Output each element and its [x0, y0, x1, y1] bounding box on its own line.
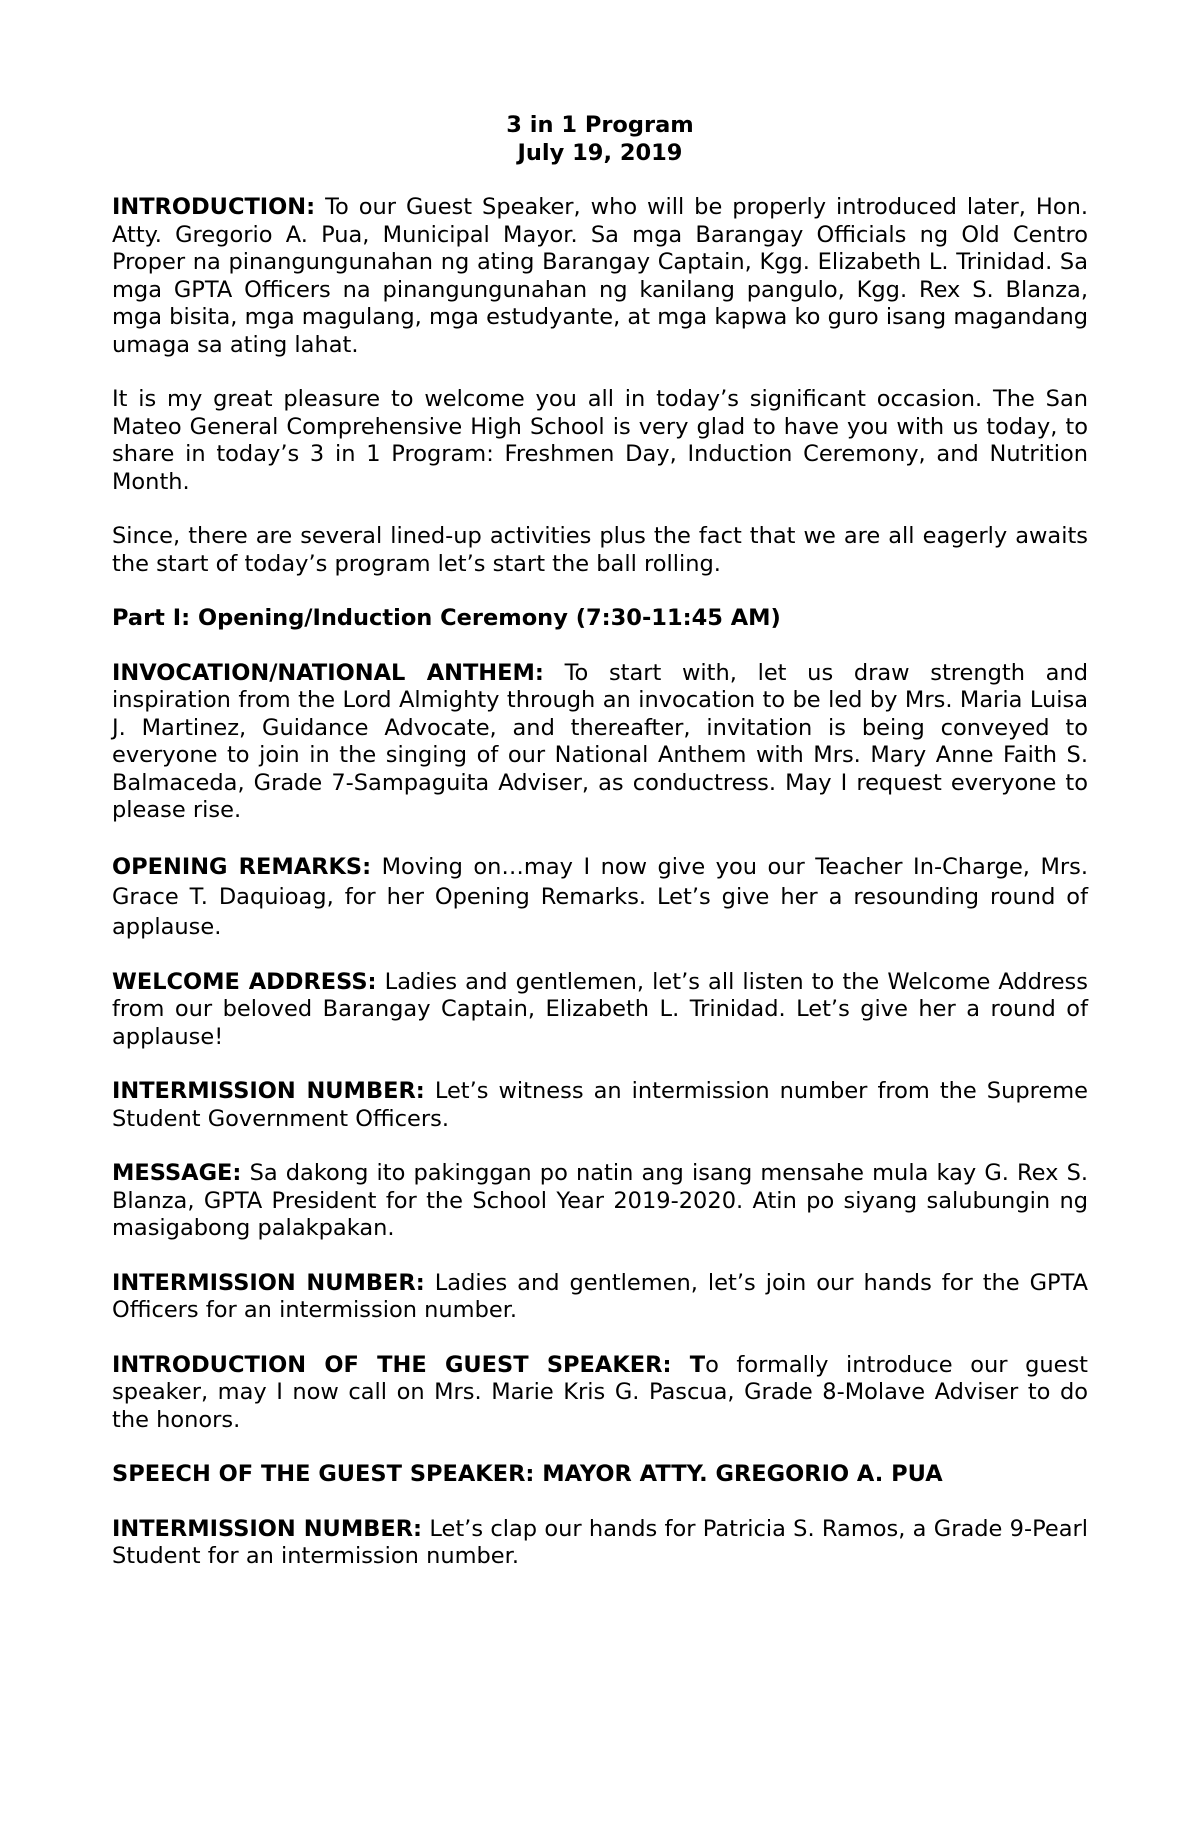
introduction-paragraph: [112, 194, 1088, 359]
opening-remarks-label: OPENING REMARKS:: [112, 853, 372, 880]
welcome-address-text: Ladies and gentlemen, let’s all listen to the Welcome Address from our beloved Barangay Captain, Elizabeth L. Trinidad. Let’s give her a round of applause!: [112, 968, 1088, 1050]
welcome-paragraph: It is my great pleasure to welcome you all in today’s significant occasion. The San Mateo General Comprehensive High School is very glad to have you with us today, to share in today’s 3 in 1 Program: Freshmen Day, Induction Ceremony, and Nutrition Month.: [112, 386, 1088, 495]
invocation-text: To start with, let us draw strength and inspiration from the Lord Almighty through an invocation to be led by Mrs. Maria Luisa J. Martinez, Guidance Advocate, and thereafter, invitation is being conveyed to everyone to join in the singing of our National Anthem with Mrs. Mary Anne Faith S. Balmaceda, Grade 7-Sampaguita Adviser, as conductress. May I request everyone to please rise.: [112, 659, 1089, 823]
message-text: Sa dakong ito pakinggan po natin ang isang mensahe mula kay G. Rex S. Blanza, GPTA President for the School Year 2019-2020. Atin po siyang salubungin ng masigabong palakpakan.: [112, 1160, 1089, 1241]
introduction-text: To our Guest Speaker, who will be properly introduced later, Hon. Atty. Gregorio A. Pua, Municipal Mayor. Sa mga Barangay Officials ng Old Centro Proper na pinangungunahan ng ating Barangay Captain, Kgg. Elizabeth L. Trinidad. Sa mga GPTA Officers na pinangungunahan ng kanilang pangulo, Kgg. Rex S. Blanza, mga bisita, mga magulang, mga estudyante, at mga kapwa ko guro isang magandang umaga sa ating lahat.: [112, 194, 1088, 358]
guest-intro-text: o formally introduce our guest speaker, may I now call on Mrs. Marie Kris G. Pascua, Grade 8-Molave Adviser to do the honors.: [112, 1351, 1088, 1433]
part1-heading: Part I: Opening/Induction Ceremony (7:30-11:45 AM): [112, 605, 781, 631]
document-title: 3 in 1 Program: [506, 112, 694, 138]
title-block: [112, 112, 1088, 167]
intermission-2-text: Ladies and gentlemen, let’s join our hands for the GPTA Officers for an intermission number.: [112, 1269, 1089, 1323]
opening-remarks-text: Moving on…may I now give you our Teacher In-Charge, Mrs. Grace T. Daquioag, for her Opening Remarks. Let’s give her a resounding round of applause.: [112, 853, 1088, 940]
intermission-1-paragraph: [112, 1078, 1088, 1133]
message-paragraph: [112, 1160, 1088, 1243]
guest-intro-paragraph: [112, 1352, 1088, 1435]
intermission-3-text: Let’s clap our hands for Patricia S. Ramos, a Grade 9-Pearl Student for an intermission number.: [112, 1515, 1089, 1569]
since-paragraph: Since, there are several lined-up activities plus the fact that we are all eagerly awaits the start of today’s program let’s start the ball rolling.: [112, 523, 1088, 577]
intermission-1-label: INTERMISSION NUMBER:: [112, 1078, 425, 1104]
invocation-paragraph: [112, 660, 1088, 825]
welcome-address-label: WELCOME ADDRESS:: [112, 968, 377, 995]
intermission-2-paragraph: [112, 1270, 1088, 1325]
intermission-2-label: INTERMISSION NUMBER:: [112, 1269, 425, 1296]
speech-heading: SPEECH OF THE GUEST SPEAKER: MAYOR ATTY. GREGORIO A. PUA: [112, 1461, 943, 1487]
message-label: MESSAGE:: [112, 1160, 242, 1186]
intermission-3-paragraph: [112, 1516, 1088, 1571]
introduction-label: INTRODUCTION:: [112, 194, 316, 220]
invocation-label: INVOCATION/NATIONAL ANTHEM:: [112, 659, 544, 686]
intermission-3-label: INTERMISSION NUMBER:: [112, 1515, 423, 1542]
welcome-address-paragraph: [112, 969, 1088, 1052]
guest-intro-label: INTRODUCTION OF THE GUEST SPEAKER: T: [112, 1351, 706, 1378]
opening-remarks-paragraph: [112, 852, 1088, 942]
intermission-1-text: Let’s witness an intermission number from the Supreme Student Government Officers.: [112, 1078, 1088, 1132]
document-date: July 19, 2019: [517, 139, 683, 166]
